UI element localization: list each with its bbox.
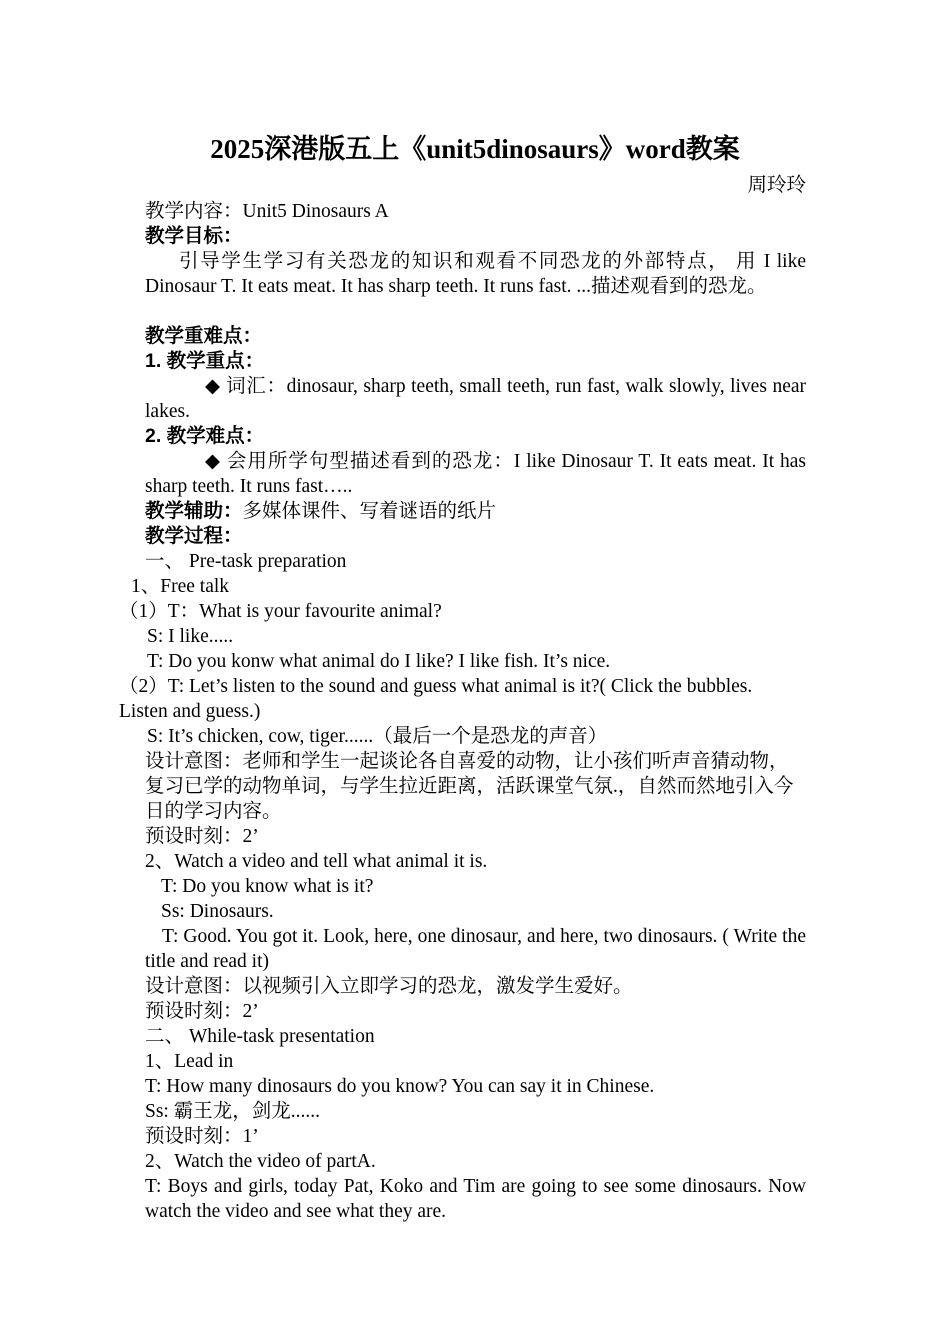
key-paragraph: ◆ 词汇：dinosaur, sharp teeth, small teeth, run fast, walk slowly, lives near lakes. <box>145 376 806 422</box>
dialogue-line: S: It’s chicken, cow, tiger......（最后一个是恐龙的声音） <box>147 726 608 747</box>
section-heading: 二、 While-task presentation <box>145 1026 375 1047</box>
content-value: Unit5 Dinosaurs A <box>242 201 389 222</box>
difficult-paragraph: ◆ 会用所学句型描述看到的恐龙：I like Dinosaur T. It eats meat. It has sharp teeth. It runs fast….. <box>145 451 806 497</box>
subsection-heading: 1、Free talk <box>131 576 230 597</box>
content-line <box>145 199 389 224</box>
goals-heading: 教学目标： <box>145 225 243 247</box>
subsection-heading: 2、Watch a video and tell what animal it is. <box>145 851 488 872</box>
key-heading: 1. 教学重点： <box>145 350 265 372</box>
dialogue-line: S: I like..... <box>147 626 234 647</box>
aids-line <box>145 499 496 524</box>
aids-value: 多媒体课件、写着谜语的纸片 <box>242 501 497 522</box>
design-intent-line: 设计意图：以视频引入立即学习的恐龙，激发学生爱好。 <box>145 976 633 997</box>
dialogue-line: Ss: 霸王龙，剑龙...... <box>145 1101 320 1122</box>
keypoints-heading: 教学重难点： <box>145 325 263 347</box>
section-heading: 一、 Pre-task preparation <box>145 551 347 572</box>
dialogue-paragraph: T: Boys and girls, today Pat, Koko and Tim are going to see some dinosaurs. Now watch the video and see what they are. <box>145 1176 806 1222</box>
dialogue-line: T: Do you know what is it? <box>161 876 374 897</box>
preset-time: 预设时刻：2’ <box>145 826 259 847</box>
subsection-heading: 1、Lead in <box>145 1051 234 1072</box>
dialogue-line: T: Do you konw what animal do I like? I like fish. It’s nice. <box>147 651 611 672</box>
preset-time: 预设时刻：2’ <box>145 1001 259 1022</box>
process-heading: 教学过程： <box>145 525 243 547</box>
design-intent-paragraph: 设计意图：老师和学生一起谈论各自喜爱的动物，让小孩们听声音猜动物，复习已学的动物单词，与学生拉近距离，活跃课堂气氛.，自然而然地引入今日的学习内容。 <box>145 751 794 822</box>
dialogue-line: T: How many dinosaurs do you know? You can say it in Chinese. <box>145 1076 655 1097</box>
dialogue-paragraph: T: Good. You got it. Look, here, one dinosaur, and here, two dinosaurs. ( Write the title and read it) <box>145 926 806 972</box>
author-name: 周玲玲 <box>747 175 806 196</box>
dialogue-line: （1）T：What is your favourite animal? <box>119 601 442 622</box>
document-title: 2025深港版五上《unit5dinosaurs》word教案 <box>210 134 740 164</box>
content-label: 教学内容： <box>145 201 243 222</box>
dialogue-paragraph: （2）T: Let’s listen to the sound and guess what animal is it?( Click the bubbles. Listen and guess.) <box>119 676 753 722</box>
aids-label: 教学辅助： <box>145 500 243 522</box>
difficult-heading: 2. 教学难点： <box>145 425 265 447</box>
subsection-heading: 2、Watch the video of partA. <box>145 1151 376 1172</box>
dialogue-line: Ss: Dinosaurs. <box>161 901 274 922</box>
goals-paragraph: 引导学生学习有关恐龙的知识和观看不同恐龙的外部特点， 用 I like Dinosaur T. It eats meat. It has sharp teeth. It runs fast. ...描述观看到的恐龙。 <box>145 251 806 297</box>
preset-time: 预设时刻：1’ <box>145 1126 259 1147</box>
